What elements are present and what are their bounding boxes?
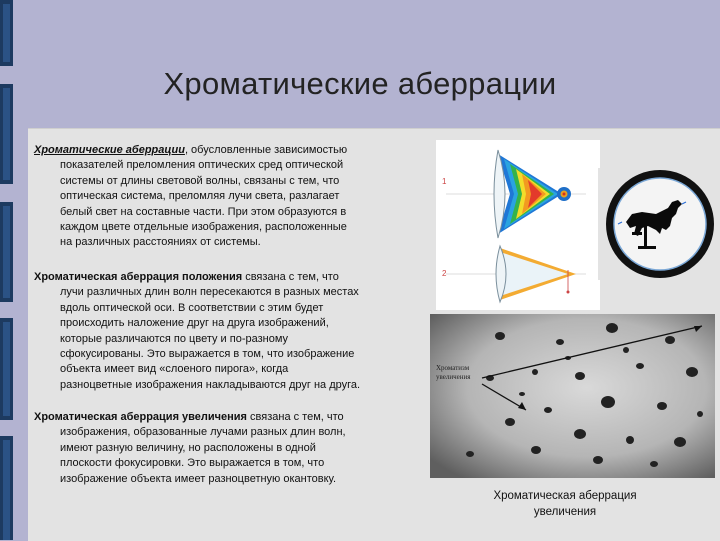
photo-label-line1: Хроматизм — [436, 364, 470, 372]
accent-tab — [0, 202, 13, 302]
accent-tab — [0, 318, 13, 420]
paragraph-text: связана с тем, что — [242, 271, 339, 283]
caption-line: Хроматическая аберрация — [493, 490, 637, 502]
paragraph-line: оптическая система, преломляя лучи света, разлагает — [60, 190, 340, 203]
paragraph-line: плоскости фокусировки. Это выражается в том, что — [60, 457, 325, 470]
paragraph-text: , обусловленные зависимостью — [184, 144, 348, 156]
paragraph-line: белый свет на составные части. При этом образуются в — [60, 205, 347, 218]
paragraph-line: изображение объекта имеет разноцветную окантовку. — [60, 472, 336, 485]
paragraph-line: которые различаются по цвету и по-разному — [60, 332, 289, 345]
paragraph-line: вдоль оптической оси. В соответствии с этим будет — [60, 301, 324, 314]
paragraph-line: системы от длины световой волны, связаны с тем, что — [60, 174, 340, 187]
page-title: Хроматические аберрации — [163, 66, 557, 101]
microscope-photo — [430, 314, 715, 478]
paragraph-line: разноцветные изображения накладываются друг на друга. — [60, 378, 361, 391]
paragraph-line: на различных расстояниях от системы. — [60, 236, 261, 249]
caption-line: увеличения — [533, 506, 597, 518]
figure-label-2: 2 — [442, 269, 447, 278]
paragraph-line: лучи различных длин волн пересекаются в разных местах — [60, 286, 359, 299]
paragraph-line: сфокусированы. Это выражается в том, что изображение — [60, 348, 355, 361]
horse-eyepiece-figure — [598, 168, 720, 280]
paragraph-line: каждом цвете отдельные изображения, расположенные — [60, 221, 347, 234]
paragraph-intro — [34, 143, 347, 251]
paragraph-text: связана с тем, что — [246, 411, 344, 423]
lens-dispersion-figure — [436, 140, 600, 310]
figure-label-1: 1 — [442, 177, 447, 186]
term-chromatic-aberration: Хроматические аберрации — [34, 144, 185, 156]
photo-label-line2: увеличения — [436, 373, 471, 381]
term-position-aberration: Хроматическая аберрация положения — [34, 271, 243, 283]
paragraph-line: изображения, образованные лучами разных длин волн, — [60, 426, 346, 439]
term-magnification-aberration: Хроматическая аберрация увеличения — [34, 411, 247, 423]
paragraph-line: происходить наложение друг на друга изображений, — [60, 317, 329, 330]
paragraph-magnification — [34, 410, 346, 487]
accent-tab — [0, 436, 13, 540]
paragraph-position — [34, 270, 360, 393]
photo-caption — [470, 488, 660, 520]
paragraph-line: объекта имеет вид «слоеного пирога», когда — [60, 363, 289, 376]
accent-tab — [0, 0, 13, 66]
paragraph-line: имеют разную величину, но расположены в одной — [60, 441, 316, 454]
paragraph-line: показателей преломления оптических сред оптической — [60, 159, 344, 172]
